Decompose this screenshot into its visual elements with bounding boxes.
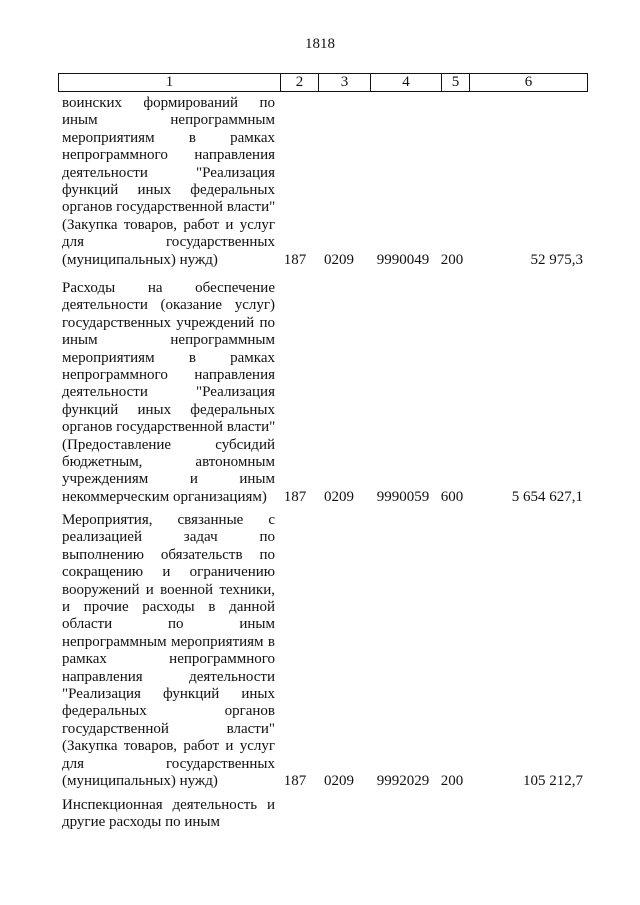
row-c3: 0209 bbox=[324, 488, 354, 505]
description-line: непрограммным мероприятиям в bbox=[62, 633, 275, 650]
row-c5: 200 bbox=[440, 773, 464, 789]
description-line: воинских формирований по bbox=[62, 95, 275, 111]
description-line: вооружений и военной техники, bbox=[62, 581, 275, 598]
row-c4: 9990059 bbox=[376, 488, 430, 505]
description-line: (муниципальных) нужд) bbox=[62, 251, 218, 268]
description-line: некоммерческим организациям) bbox=[62, 488, 267, 505]
row-c5: 200 bbox=[440, 251, 464, 268]
description-line: государственных учреждений по bbox=[62, 314, 275, 331]
description-line: (Предоставление субсидий bbox=[62, 436, 275, 453]
row-c3: 0209 bbox=[324, 251, 354, 268]
description-line: функций иных федеральных bbox=[62, 182, 275, 199]
description-line: для государственных bbox=[62, 234, 275, 251]
column-header-row bbox=[59, 74, 588, 92]
column-header-6: 6 bbox=[470, 74, 588, 92]
row-description bbox=[62, 280, 275, 506]
description-line: реализацией задач по bbox=[62, 529, 275, 546]
description-line: мероприятиям в рамках bbox=[62, 349, 275, 366]
description-line: деятельности (оказание услуг) bbox=[62, 297, 275, 314]
description-line: учреждениям и иным bbox=[62, 471, 275, 488]
description-line: Мероприятия, связанные с bbox=[62, 512, 275, 528]
description-line: иным непрограммным bbox=[62, 332, 275, 349]
description-line: федеральных органов bbox=[62, 703, 275, 720]
row-c4: 9992029 bbox=[376, 773, 430, 789]
description-line: "Реализация функций иных bbox=[62, 686, 275, 703]
description-line: (муниципальных) нужд) bbox=[62, 773, 218, 790]
row-description bbox=[62, 797, 275, 832]
description-line: органов государственной власти" bbox=[62, 199, 276, 216]
column-header-2: 2 bbox=[281, 74, 319, 92]
description-line: бюджетным, автономным bbox=[62, 454, 275, 471]
description-line: рамках непрограммного bbox=[62, 651, 275, 668]
description-line: и прочие расходы в данной bbox=[62, 599, 275, 616]
description-line: непрограммного направления bbox=[62, 147, 275, 164]
row-c2: 187 bbox=[283, 251, 307, 268]
description-line: Инспекционная деятельность и bbox=[62, 797, 275, 813]
description-line: органов государственной власти" bbox=[62, 419, 276, 436]
column-header-1: 1 bbox=[59, 74, 281, 92]
row-description bbox=[62, 95, 275, 269]
description-line: области по иным bbox=[62, 616, 275, 633]
description-line: (Закупка товаров, работ и услуг bbox=[62, 216, 275, 233]
description-line: Расходы на обеспечение bbox=[62, 280, 275, 296]
page-number: 1818 bbox=[305, 36, 335, 52]
column-header-4: 4 bbox=[371, 74, 442, 92]
row-c6: 105 212,7 bbox=[523, 773, 583, 789]
row-c6: 52 975,3 bbox=[530, 251, 583, 268]
description-line: непрограммного направления bbox=[62, 367, 275, 384]
row-description bbox=[62, 512, 275, 791]
row-c4: 9990049 bbox=[376, 251, 430, 268]
description-line: сокращению и ограничению bbox=[62, 564, 275, 581]
row-c2: 187 bbox=[283, 488, 307, 505]
column-header-3: 3 bbox=[319, 74, 371, 92]
row-c6: 5 654 627,1 bbox=[511, 488, 583, 505]
column-header-5: 5 bbox=[442, 74, 470, 92]
description-line: деятельности "Реализация bbox=[62, 164, 275, 181]
description-line: для государственных bbox=[62, 755, 275, 772]
description-line: выполнению обязательств по bbox=[62, 546, 275, 563]
description-line: (Закупка товаров, работ и услуг bbox=[62, 738, 275, 755]
description-line: функций иных федеральных bbox=[62, 401, 275, 418]
row-c5: 600 bbox=[440, 488, 464, 505]
description-line: мероприятиям в рамках bbox=[62, 129, 275, 146]
description-line: деятельности "Реализация bbox=[62, 384, 275, 401]
description-line: государственной власти" bbox=[62, 720, 275, 737]
description-line: направления деятельности bbox=[62, 668, 275, 685]
row-c2: 187 bbox=[283, 773, 307, 789]
description-line: другие расходы по иным bbox=[62, 814, 220, 831]
description-line: иным непрограммным bbox=[62, 112, 275, 129]
row-c3: 0209 bbox=[324, 773, 354, 789]
column-header-table bbox=[58, 73, 588, 92]
